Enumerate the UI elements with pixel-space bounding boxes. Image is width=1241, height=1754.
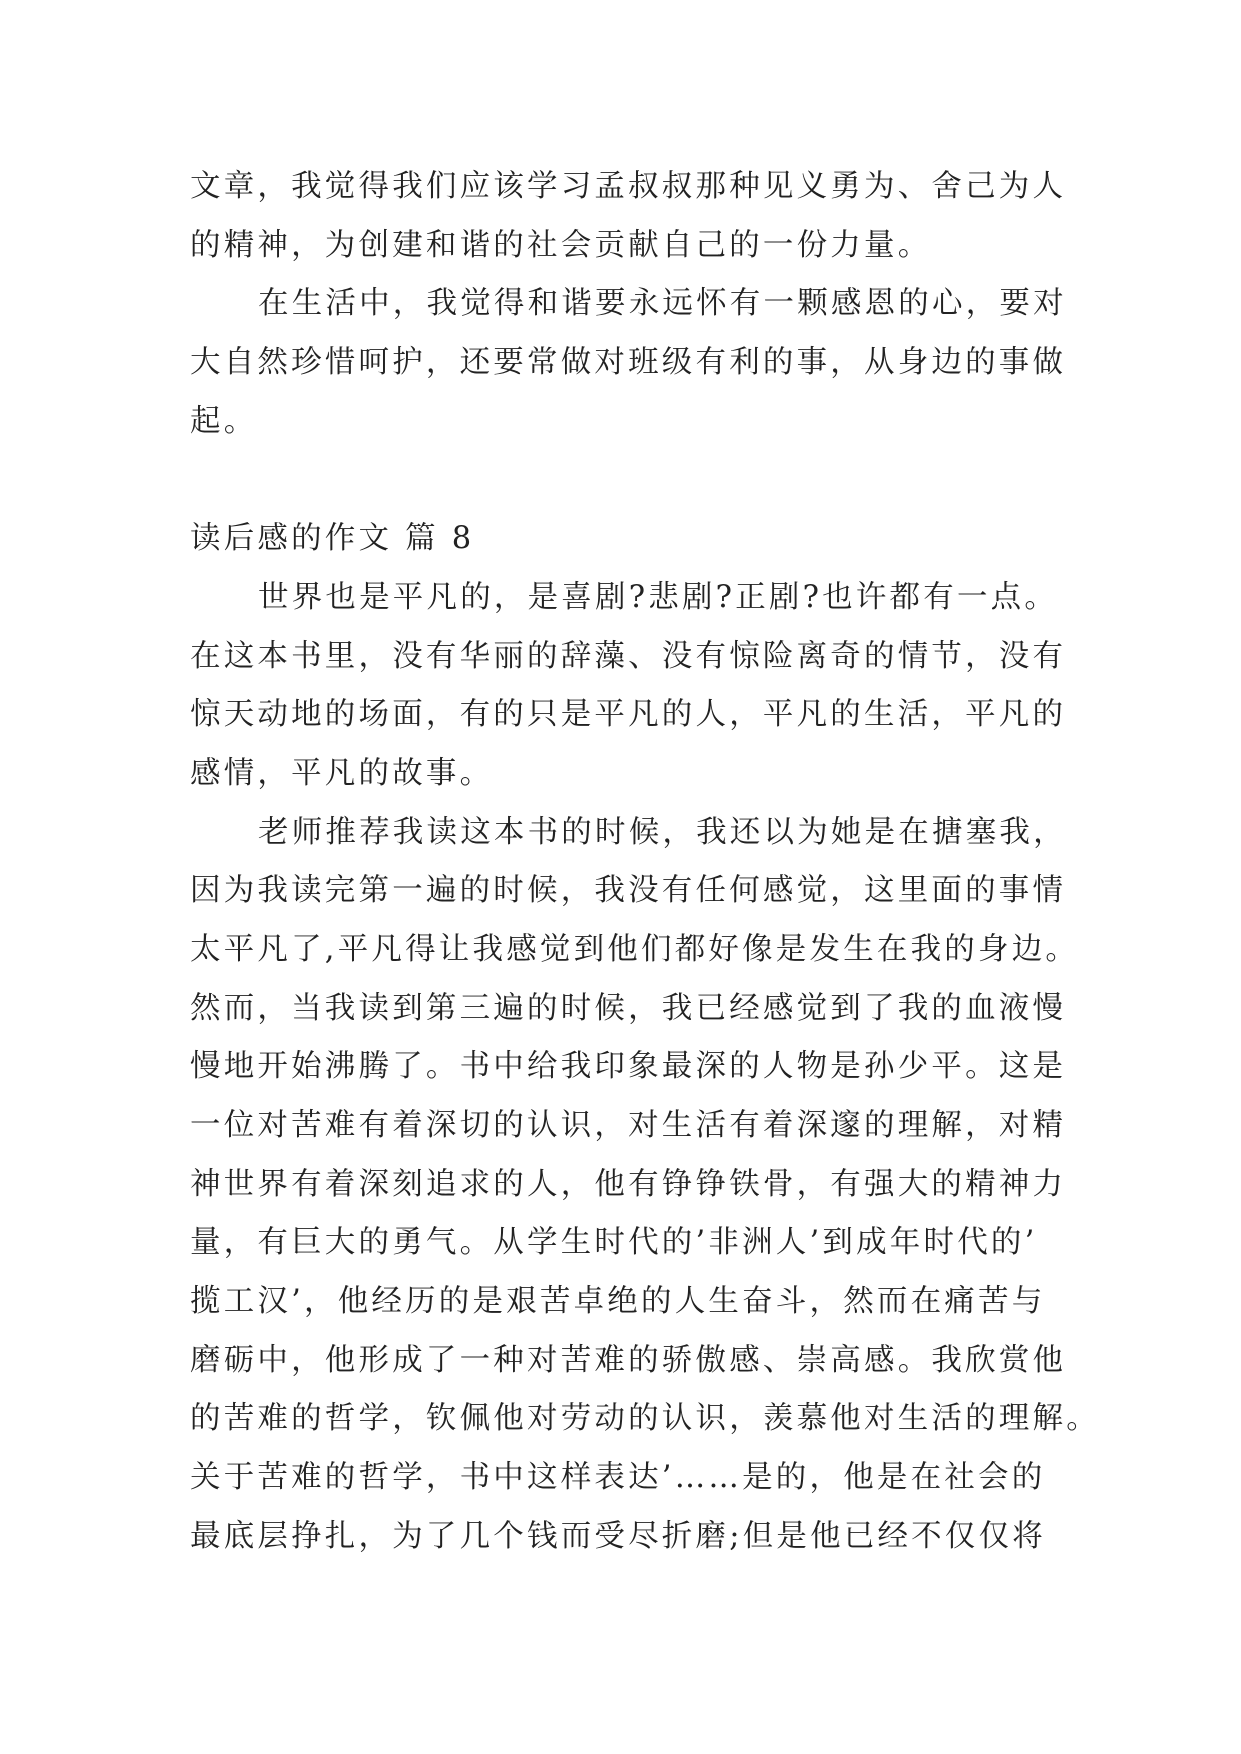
text-line: 感情，平凡的故事。 [190,755,494,791]
section-gap [190,451,1060,510]
text-line: 量，有巨大的勇气。从学生时代的’非洲人’到成年时代的’ [190,1225,1038,1261]
text-line: 揽工汉’，他经历的是艰苦卓绝的人生奋斗，然而在痛苦与 [190,1284,1046,1320]
text-line: 磨砺中，他形成了一种对苦难的骄傲感、崇高感。我欣赏他 [190,1342,1067,1378]
text-line: 一位对苦难有着深切的认识，对生活有着深邃的理解，对精 [190,1108,1067,1143]
text-line: 神世界有着深刻追求的人，他有铮铮铁骨，有强大的精神力 [190,1166,1067,1202]
text-line: 的苦难的哲学，钦佩他对劳动的认识，羡慕他对生活的理解。 [190,1401,1100,1437]
document-body [190,158,1100,1567]
paragraph-first-line: 世界也是平凡的，是喜剧?悲剧?正剧?也许都有一点。 [258,579,1059,615]
text-line: 起。 [190,403,258,439]
paragraph-first-line: 老师推荐我读这本书的时候，我还以为她是在搪塞我， [258,814,1067,850]
text-line: 惊天动地的场面，有的只是平凡的人，平凡的生活，平凡的 [190,697,1067,733]
section-heading: 读后感的作文 篇 8 [190,521,475,557]
text-line: 太平凡了,平凡得让我感觉到他们都好像是发生在我的身边。 [190,931,1080,967]
text-line: 在这本书里，没有华丽的辞藻、没有惊险离奇的情节，没有 [190,638,1067,674]
text-line: 大自然珍惜呵护，还要常做对班级有利的事，从身边的事做 [190,345,1067,381]
paragraph-first-line: 在生活中，我觉得和谐要永远怀有一颗感恩的心，要对 [258,286,1067,322]
text-line: 的精神，为创建和谐的社会贡献自己的一份力量。 [190,227,932,263]
text-line: 慢地开始沸腾了。书中给我印象最深的人物是孙少平。这是 [190,1049,1067,1085]
text-line: 因为我读完第一遍的时候，我没有任何感觉，这里面的事情 [190,873,1067,909]
text-line: 然而，当我读到第三遍的时候，我已经感觉到了我的血液慢 [190,990,1067,1026]
text-line: 最底层挣扎，为了几个钱而受尽折磨;但是他已经不仅仅将 [190,1518,1046,1554]
text-line: 文章，我觉得我们应该学习孟叔叔那种见义勇为、舍己为人 [190,169,1067,204]
text-line: 关于苦难的哲学，书中这样表达’……是的，他是在社会的 [190,1460,1046,1496]
